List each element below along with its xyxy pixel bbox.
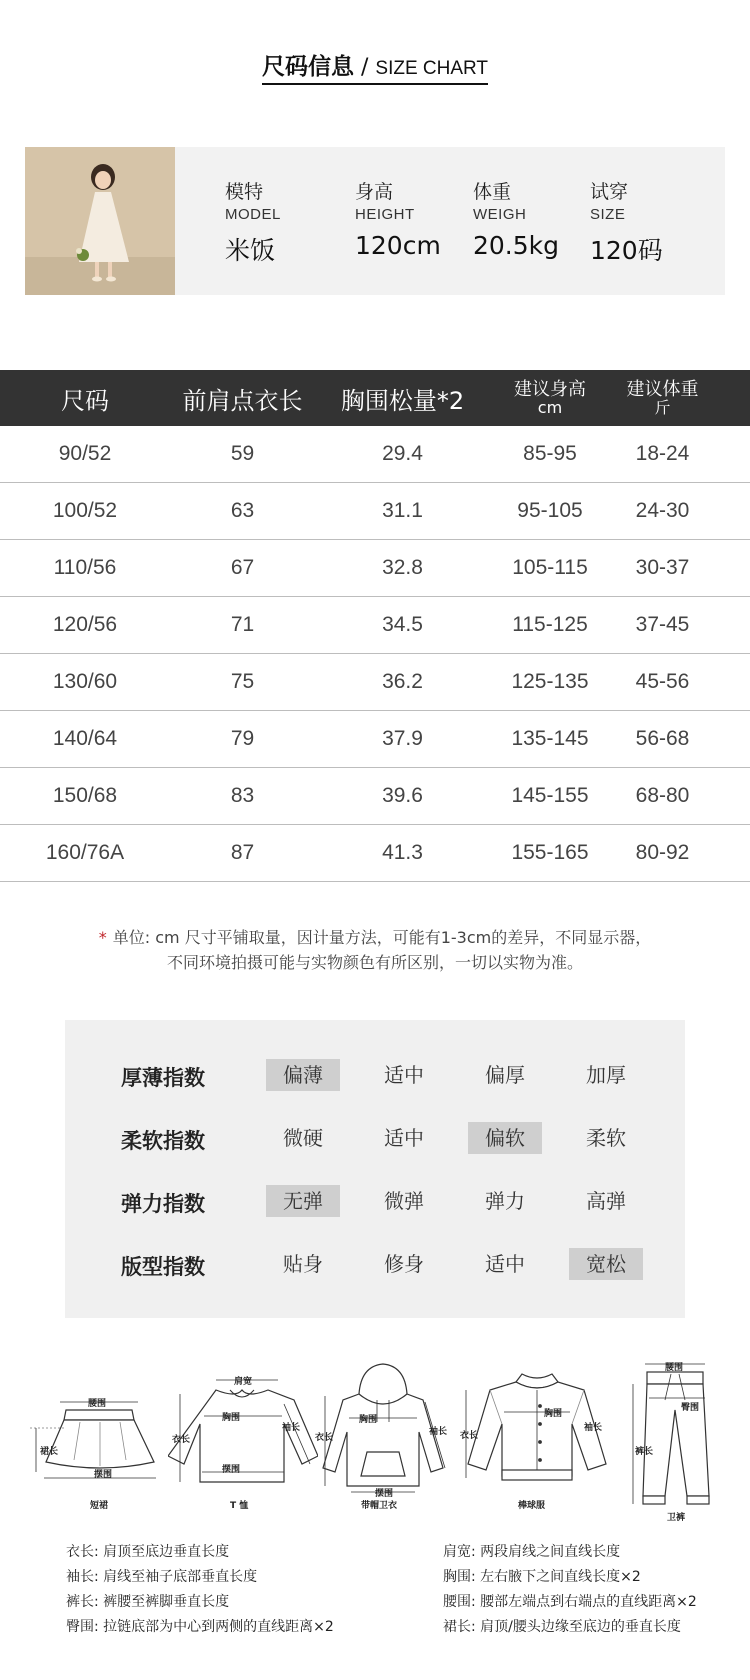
definition-item (443, 1565, 697, 1590)
weight-label-cn: 体重 (473, 181, 512, 203)
definition-desc: 两段肩线之间直线长度 (480, 1544, 621, 1560)
cell-length: 83 (230, 784, 255, 807)
fit-option-regular: 适中 (485, 1252, 525, 1276)
softness-option-soft: 偏软 (468, 1122, 542, 1154)
tshirt-diagram (168, 1360, 318, 1520)
definition-desc: 肩线至袖子底部垂直长度 (103, 1569, 258, 1585)
definition-item (443, 1590, 697, 1615)
cell-chest: 37.9 (382, 727, 423, 750)
thickness-option-medium: 适中 (384, 1063, 424, 1087)
weight-label-en: WEIGH (473, 206, 527, 223)
header-weight-text: 建议体重 (626, 379, 699, 400)
table-row (0, 597, 750, 654)
hoodie-name: 带帽卫衣 (361, 1501, 398, 1511)
cell-size: 130/60 (52, 670, 118, 693)
cell-size: 120/56 (52, 613, 118, 636)
hoodie-diagram (315, 1360, 450, 1520)
hoodie-sleeve-label: 袖长 (429, 1427, 448, 1437)
cell-weight: 68-80 (635, 784, 690, 807)
pants-hip-label: 臀围 (681, 1403, 700, 1413)
cell-chest: 36.2 (382, 670, 423, 693)
skirt-diagram (30, 1360, 170, 1520)
definition-term: 裙长: (443, 1619, 476, 1635)
pants-name: 卫裤 (667, 1513, 686, 1523)
definition-desc: 腰部左端点到右端点的直线距离×2 (480, 1594, 697, 1610)
cell-length: 87 (230, 841, 255, 864)
measurement-note (0, 925, 750, 975)
model-photo (25, 147, 175, 295)
softness-option-very-soft: 柔软 (586, 1126, 626, 1150)
definition-desc: 肩顶至底边垂直长度 (103, 1544, 230, 1560)
header-chest (315, 370, 490, 426)
table-row (0, 483, 750, 540)
header-height-unit: cm (537, 398, 563, 417)
cell-height: 145-155 (511, 784, 589, 807)
cell-height: 135-145 (511, 727, 589, 750)
height-label-cn: 身高 (355, 181, 394, 203)
cell-height: 125-135 (511, 670, 589, 693)
tshirt-shoulder-label: 肩宽 (234, 1377, 253, 1387)
title-separator: / (353, 55, 376, 80)
cell-chest: 34.5 (382, 613, 423, 636)
cell-chest: 31.1 (382, 499, 423, 522)
weight-value: 20.5kg (473, 231, 560, 260)
cell-length: 79 (230, 727, 255, 750)
model-col-weight (473, 177, 559, 260)
title-cn: 尺码信息 (261, 54, 354, 80)
definition-term: 肩宽: (443, 1544, 476, 1560)
definition-term: 胸围: (443, 1569, 476, 1585)
elasticity-option-elastic: 弹力 (485, 1189, 525, 1213)
header-size-text: 尺码 (61, 386, 109, 415)
softness-option-medium: 适中 (384, 1126, 424, 1150)
definition-item (66, 1540, 334, 1565)
thickness-option-extra-thick: 加厚 (586, 1063, 626, 1087)
elasticity-option-slight: 微弹 (384, 1189, 424, 1213)
pants-diagram (625, 1360, 730, 1530)
note-line-1: 单位: cm 尺寸平铺取量，因计量方法，可能有1-3cm的差异，不同显示器， (112, 928, 652, 947)
tshirt-chest-label: 胸围 (222, 1413, 241, 1423)
header-weight (610, 370, 715, 426)
cell-size: 160/76A (45, 841, 125, 864)
fit-option-slim: 修身 (384, 1252, 424, 1276)
definitions-right (443, 1540, 697, 1640)
size-value: 120码 (590, 236, 663, 265)
cell-size: 150/68 (52, 784, 118, 807)
definition-item (66, 1565, 334, 1590)
jacket-chest-label: 胸围 (544, 1409, 563, 1419)
cell-length: 71 (230, 613, 255, 636)
definition-term: 袖长: (66, 1569, 99, 1585)
cell-height: 155-165 (511, 841, 589, 864)
tshirt-sleeve-label: 袖长 (282, 1423, 301, 1433)
cell-length: 63 (230, 499, 255, 522)
tshirt-hem-label: 摆围 (222, 1465, 241, 1475)
definition-term: 裤长: (66, 1594, 99, 1610)
header-length-text: 前肩点衣长 (182, 386, 303, 415)
hoodie-chest-label: 胸围 (359, 1415, 378, 1425)
header-length (170, 370, 315, 426)
model-info-panel (25, 147, 725, 295)
table-row (0, 426, 750, 483)
hoodie-hem-label: 摆围 (375, 1489, 394, 1499)
model-col-height (355, 177, 441, 260)
cell-weight: 56-68 (635, 727, 690, 750)
index-label-softness: 柔软指数 (121, 1129, 205, 1153)
cell-weight: 37-45 (635, 613, 690, 636)
cell-size: 110/56 (53, 556, 117, 579)
note-line-2: 不同环境拍摄可能与实物颜色有所区别，一切以实物为准。 (166, 953, 583, 972)
model-col-size (590, 177, 663, 267)
skirt-name: 短裙 (90, 1501, 109, 1511)
cell-weight: 30-37 (635, 556, 690, 579)
cell-chest: 29.4 (382, 442, 423, 465)
cell-size: 90/52 (58, 442, 112, 465)
header-height (490, 370, 610, 426)
size-table-header (0, 370, 750, 426)
cell-weight: 24-30 (635, 499, 690, 522)
table-row (0, 654, 750, 711)
note-star: * (98, 928, 107, 947)
softness-option-stiff: 微硬 (283, 1126, 323, 1150)
page-title (0, 48, 750, 85)
cell-length: 67 (230, 556, 255, 579)
index-label-elasticity: 弹力指数 (121, 1192, 205, 1216)
model-col-model (225, 177, 281, 267)
size-label-cn: 试穿 (590, 181, 629, 203)
definition-desc: 肩顶/腰头边缘至底边的垂直长度 (480, 1619, 681, 1635)
definition-desc: 裤腰至裤脚垂直长度 (103, 1594, 230, 1610)
definition-term: 衣长: (66, 1544, 99, 1560)
height-label-en: HEIGHT (355, 206, 415, 223)
tshirt-name: T 恤 (230, 1501, 249, 1511)
height-value: 120cm (355, 231, 441, 260)
elasticity-option-none: 无弹 (266, 1185, 340, 1217)
cell-height: 85-95 (523, 442, 577, 465)
cell-chest: 39.6 (382, 784, 423, 807)
cell-size: 140/64 (52, 727, 118, 750)
thickness-option-thin: 偏薄 (266, 1059, 340, 1091)
definition-term: 臀围: (66, 1619, 99, 1635)
skirt-hem-label: 摆围 (94, 1470, 113, 1480)
definition-desc: 左右腋下之间直线长度×2 (480, 1569, 641, 1585)
table-row (0, 711, 750, 768)
hoodie-length-label: 衣长 (315, 1433, 334, 1443)
definition-item (443, 1615, 697, 1640)
elasticity-option-high: 高弹 (586, 1189, 626, 1213)
jacket-sleeve-label: 袖长 (584, 1423, 603, 1433)
table-row (0, 540, 750, 597)
cell-weight: 45-56 (635, 670, 690, 693)
definition-desc: 拉链底部为中心到两侧的直线距离×2 (103, 1619, 334, 1635)
definition-item (66, 1590, 334, 1615)
table-row (0, 768, 750, 825)
model-label-cn: 模特 (225, 181, 264, 203)
cell-length: 75 (230, 670, 255, 693)
jacket-diagram (460, 1360, 615, 1520)
cell-weight: 80-92 (635, 841, 690, 864)
header-weight-unit: 斤 (654, 398, 671, 417)
fit-option-loose: 宽松 (569, 1248, 643, 1280)
skirt-length-label: 裙长 (40, 1447, 59, 1457)
cell-chest: 41.3 (382, 841, 423, 864)
jacket-name: 棒球服 (518, 1501, 546, 1511)
header-size (0, 370, 170, 426)
pants-length-label: 裤长 (635, 1447, 654, 1457)
title-en: SIZE CHART (375, 58, 488, 79)
definition-item (443, 1540, 697, 1565)
header-chest-text: 胸围松量*2 (340, 386, 465, 415)
definition-item (66, 1615, 334, 1640)
table-row (0, 825, 750, 882)
jacket-length-label: 衣长 (460, 1431, 479, 1441)
pants-waist-label: 腰围 (665, 1363, 684, 1373)
definition-term: 腰围: (443, 1594, 476, 1610)
index-label-fit: 版型指数 (121, 1255, 205, 1279)
thickness-option-thick: 偏厚 (485, 1063, 525, 1087)
cell-chest: 32.8 (382, 556, 423, 579)
tshirt-length-label: 衣长 (172, 1435, 191, 1445)
cell-weight: 18-24 (635, 442, 690, 465)
index-label-thickness: 厚薄指数 (121, 1066, 205, 1090)
model-value: 米饭 (225, 236, 276, 265)
fabric-index-panel (65, 1020, 685, 1318)
cell-height: 95-105 (517, 499, 583, 522)
cell-length: 59 (230, 442, 255, 465)
fit-option-tight: 贴身 (283, 1252, 323, 1276)
definitions-left (66, 1540, 334, 1640)
model-label-en: MODEL (225, 206, 281, 223)
header-height-text: 建议身高 (514, 379, 586, 400)
cell-height: 105-115 (512, 556, 588, 579)
cell-height: 115-125 (512, 613, 588, 636)
skirt-waist-label: 腰围 (88, 1399, 107, 1409)
size-label-en: SIZE (590, 206, 626, 223)
cell-size: 100/52 (52, 499, 118, 522)
